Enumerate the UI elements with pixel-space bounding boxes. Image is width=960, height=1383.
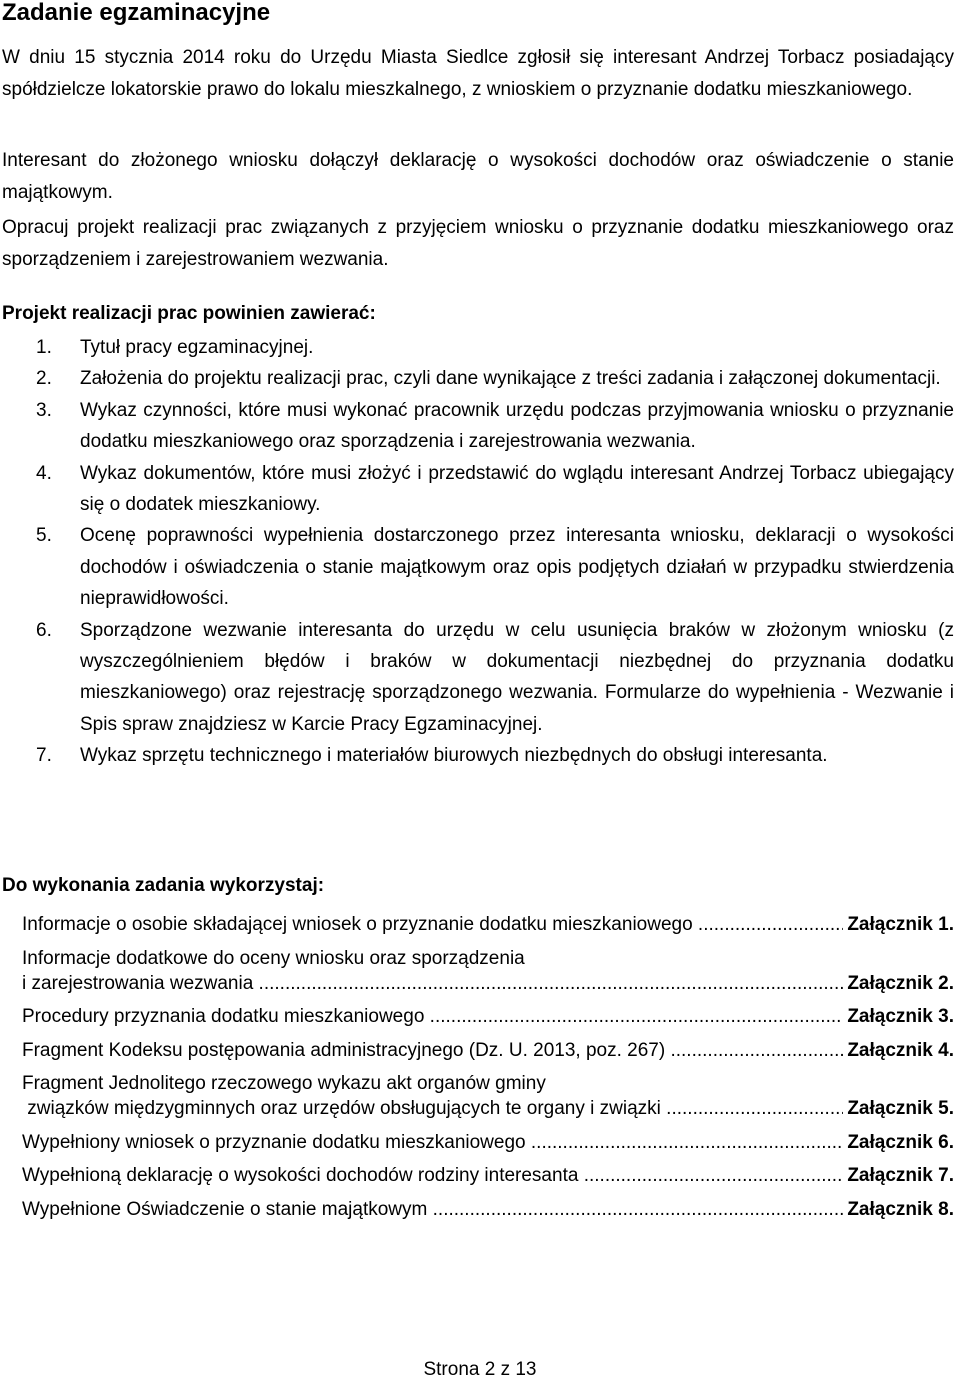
attachment-label: Załącznik 6.: [847, 1131, 954, 1153]
attachment-description: Fragment Kodeksu postępowania administracyjnego (Dz. U. 2013, poz. 267) .....: [22, 1038, 843, 1063]
attachments-list: [22, 912, 954, 1230]
attachment-description: Wypełniony wniosek o przyznanie dodatku mieszkaniowego .....: [22, 1130, 843, 1155]
list-item-text: Wykaz sprzętu technicznego i materiałów biurowych niezbędnych do obsługi interesanta.: [80, 745, 828, 767]
attachment-label: Załącznik 8.: [847, 1198, 954, 1220]
list-item-number: 3.: [36, 399, 52, 421]
list-item-text: Wykaz dokumentów, które musi złożyć i przedstawić do wglądu interesant Andrzej Torbacz ubiegający się o dodatek mieszkaniowy.: [80, 462, 954, 516]
attachment-description: Procedury przyznania dodatku mieszkaniowego .....: [22, 1004, 843, 1029]
task-paragraph: Opracuj projekt realizacji prac związanych z przyjęciem wniosku o przyznanie dodatku mieszkaniowego oraz sporządzeniem i zarejestrowaniem wezwania.: [2, 217, 954, 270]
list-item: [2, 458, 954, 521]
attachment-label: Załącznik 5.: [847, 1098, 954, 1119]
list-item-number: 2.: [36, 368, 52, 390]
attachment-description: i zarejestrowania wezwania .....: [22, 971, 843, 996]
intro-paragraph: W dniu 15 stycznia 2014 roku do Urzędu Miasta Siedlce zgłosił się interesant Andrzej Torbacz posiadający spółdzielcze lokatorskie prawo do lokalu mieszkalnego, z wnioskiem o przyznanie dodatku mieszkaniowego.: [2, 47, 954, 100]
attachment-item: [22, 1197, 954, 1222]
declaration-paragraph: Interesant do złożonego wniosku dołączył deklarację o wysokości dochodów oraz oświadczenie o stanie majątkowym.: [2, 150, 954, 203]
attachment-item: [22, 946, 954, 996]
list-item: [2, 740, 954, 771]
attachment-description-first-line: Fragment Jednolitego rzeczowego wykazu akt organów gminy: [22, 1073, 546, 1094]
list-item-text: Wykaz czynności, które musi wykonać pracownik urzędu podczas przyjmowania wniosku o przyznanie dodatku mieszkaniowego oraz sporządzenia i zarejestrowania wezwania.: [80, 399, 954, 453]
list-item-number: 6.: [36, 619, 52, 641]
list-item-text: Tytuł pracy egzaminacyjnej.: [80, 337, 314, 358]
attachment-description: Wypełnione Oświadczenie o stanie majątkowym .....: [22, 1197, 843, 1222]
attachment-item: [22, 1004, 954, 1029]
attachment-label: Załącznik 4.: [847, 1039, 954, 1061]
list-item-text: Ocenę poprawności wypełnienia dostarczonego przez interesanta wniosku, deklaracji o wysokości dochodów i oświadczenia o stanie majątkowym oraz opis podjętych działań w przypadku stwierdzenia nieprawidłowości.: [80, 525, 954, 610]
project-heading: Projekt realizacji prac powinien zawierać:: [2, 303, 376, 324]
list-item-number: 7.: [36, 745, 52, 767]
list-item: [2, 520, 954, 614]
attachment-label: Załącznik 2.: [847, 972, 954, 994]
attachment-label: Załącznik 7.: [847, 1165, 954, 1186]
list-item-text: Założenia do projektu realizacji prac, czyli dane wynikające z treści zadania i załączonej dokumentacji.: [80, 368, 941, 390]
list-item: [2, 363, 954, 394]
attachment-label: Załącznik 3.: [847, 1006, 954, 1027]
attachment-description: Wypełnioną deklarację o wysokości dochodów rodziny interesanta .....: [22, 1163, 843, 1188]
attachment-description: Informacje o osobie składającej wniosek o przyznanie dodatku mieszkaniowego .....: [22, 912, 843, 937]
attachment-item: [22, 912, 954, 937]
page-title: Zadanie egzaminacyjne: [2, 0, 271, 26]
list-item: [2, 615, 954, 741]
attachment-item: [22, 1130, 954, 1155]
list-item-number: 1.: [36, 337, 52, 358]
attachment-item: [22, 1071, 954, 1121]
list-item-number: 4.: [36, 462, 52, 484]
attachment-label: Załącznik 1.: [847, 914, 954, 935]
use-heading: Do wykonania zadania wykorzystaj:: [2, 875, 325, 896]
attachment-item: [22, 1163, 954, 1188]
list-item-number: 5.: [36, 525, 52, 547]
attachment-description-first-line: Informacje dodatkowe do oceny wniosku oraz sporządzenia: [22, 947, 525, 969]
list-item-text: Sporządzone wezwanie interesanta do urzędu w celu usunięcia braków w złożonym wniosku (z wyszczególnieniem błędów i braków w dokumentacji niezbędnej do przyznania dodatku mieszkaniowego) oraz rejestrację sporządzonego wezwania. Formularze do wypełnienia - Wezwanie i Spis spraw znajdziesz w Karcie Pracy Egzaminacyjnej.: [80, 619, 954, 735]
attachment-item: [22, 1038, 954, 1063]
list-item: [2, 395, 954, 458]
project-requirements-list: [2, 332, 954, 772]
list-item: [2, 332, 954, 363]
attachment-description: związków międzygminnych oraz urzędów obsługujących te organy i związki .....: [22, 1096, 843, 1121]
page-number: Strona 2 z 13: [423, 1359, 537, 1380]
